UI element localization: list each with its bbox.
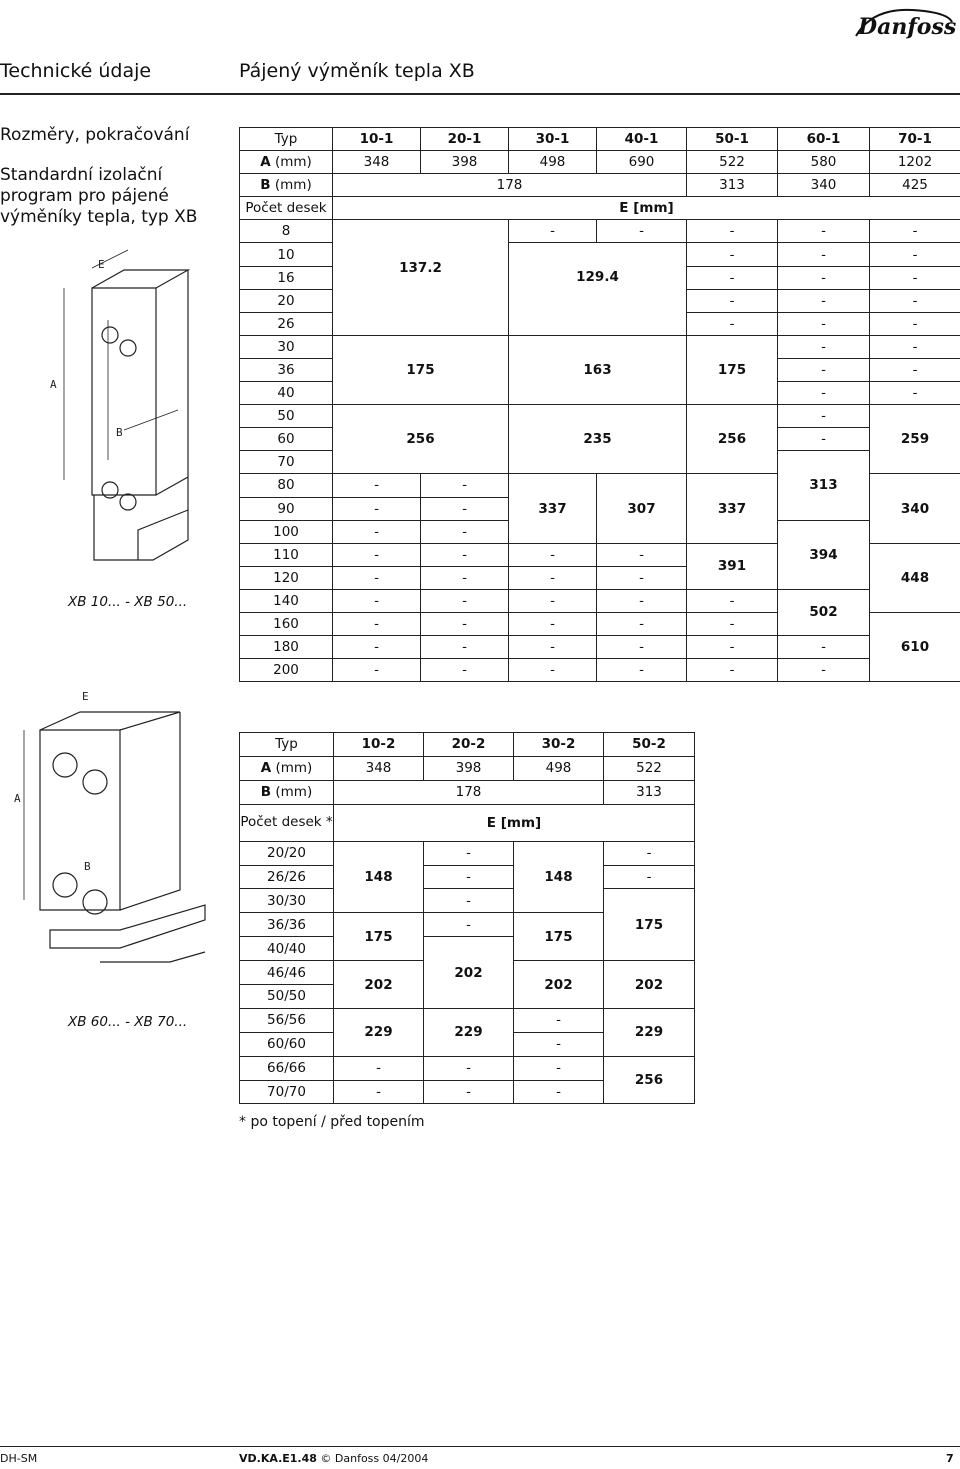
heat-exchanger-drawing-1 xyxy=(28,240,208,585)
e-dash: - xyxy=(687,289,778,312)
e-dash: - xyxy=(687,659,778,682)
e-dash: - xyxy=(778,220,870,243)
plates-label: 8 xyxy=(240,220,333,243)
e-value: 202 xyxy=(334,961,424,1009)
e-value: 313 xyxy=(778,451,870,520)
a-value: 348 xyxy=(333,151,421,174)
e-dash: - xyxy=(334,1056,424,1080)
type-header: 20-2 xyxy=(424,733,514,757)
section-title: Rozměry, pokračování xyxy=(0,125,190,145)
e-dash: - xyxy=(421,497,509,520)
plates-label: 10 xyxy=(240,243,333,266)
e-dash: - xyxy=(509,566,597,589)
e-dash: - xyxy=(597,589,687,612)
a-value: 398 xyxy=(424,756,514,780)
col-header-typ: Typ xyxy=(240,128,333,151)
plates-label: 70 xyxy=(240,451,333,474)
type-header: 30-1 xyxy=(509,128,597,151)
e-dash: - xyxy=(870,335,960,358)
footer-department: DH-SM xyxy=(0,1452,38,1465)
e-dash: - xyxy=(597,636,687,659)
a-value: 522 xyxy=(687,151,778,174)
plates-label: 20/20 xyxy=(240,841,334,865)
e-value: 259 xyxy=(870,405,960,474)
svg-text:E: E xyxy=(82,690,89,703)
e-dash: - xyxy=(514,1032,604,1056)
e-dash: - xyxy=(421,612,509,635)
e-value: 175 xyxy=(604,889,695,961)
e-dash: - xyxy=(778,358,870,381)
e-dash: - xyxy=(333,659,421,682)
b-value: 313 xyxy=(604,780,695,804)
svg-text:B: B xyxy=(116,426,123,439)
e-dash: - xyxy=(597,612,687,635)
type-header: 20-1 xyxy=(421,128,509,151)
e-dash: - xyxy=(604,865,695,889)
e-dash: - xyxy=(870,358,960,381)
type-header: 50-1 xyxy=(687,128,778,151)
row-label-a: A (mm) xyxy=(240,756,334,780)
e-dash: - xyxy=(778,289,870,312)
header-product-title: Pájený výměník tepla XB xyxy=(239,60,475,82)
e-dash: - xyxy=(597,543,687,566)
figure-2-caption: XB 60... - XB 70... xyxy=(68,1014,188,1030)
e-dash: - xyxy=(509,636,597,659)
e-dash: - xyxy=(421,589,509,612)
e-dash: - xyxy=(687,589,778,612)
e-value: 175 xyxy=(334,913,424,961)
e-value: 256 xyxy=(687,405,778,474)
e-dash: - xyxy=(870,220,960,243)
e-value: 202 xyxy=(514,961,604,1009)
e-dash: - xyxy=(333,566,421,589)
e-dash: - xyxy=(333,589,421,612)
a-value: 690 xyxy=(597,151,687,174)
e-dash: - xyxy=(687,220,778,243)
b-value: 340 xyxy=(778,174,870,197)
col-header-typ: Typ xyxy=(240,733,334,757)
page-number: 7 xyxy=(946,1452,954,1465)
plates-label: 110 xyxy=(240,543,333,566)
e-dash: - xyxy=(509,659,597,682)
e-header: E [mm] xyxy=(334,804,695,841)
e-dash: - xyxy=(778,266,870,289)
e-dash: - xyxy=(421,520,509,543)
plates-label: 50 xyxy=(240,405,333,428)
e-dash: - xyxy=(421,474,509,497)
row-label-b: B (mm) xyxy=(240,780,334,804)
e-dash: - xyxy=(509,589,597,612)
header-divider xyxy=(0,93,960,95)
a-value: 498 xyxy=(509,151,597,174)
e-dash: - xyxy=(870,382,960,405)
plates-label: 160 xyxy=(240,612,333,635)
e-value: 307 xyxy=(597,474,687,543)
e-dash: - xyxy=(509,612,597,635)
e-dash: - xyxy=(870,312,960,335)
footer-divider xyxy=(0,1446,960,1447)
e-value: 202 xyxy=(604,961,695,1009)
type-header: 50-2 xyxy=(604,733,695,757)
plates-label: 46/46 xyxy=(240,961,334,985)
heat-exchanger-drawing-2 xyxy=(10,690,225,990)
type-header: 40-1 xyxy=(597,128,687,151)
plates-label: 100 xyxy=(240,520,333,543)
svg-text:B: B xyxy=(84,860,91,873)
a-value: 580 xyxy=(778,151,870,174)
plates-label: 90 xyxy=(240,497,333,520)
plates-label: 120 xyxy=(240,566,333,589)
e-dash: - xyxy=(870,289,960,312)
row-label-b: B (mm) xyxy=(240,174,333,197)
e-dash: - xyxy=(333,612,421,635)
plates-label: 80 xyxy=(240,474,333,497)
e-value: 229 xyxy=(424,1008,514,1056)
e-dash: - xyxy=(597,220,687,243)
e-dash: - xyxy=(778,312,870,335)
a-value: 348 xyxy=(334,756,424,780)
e-dash: - xyxy=(424,841,514,865)
e-dash: - xyxy=(870,266,960,289)
e-value: 337 xyxy=(509,474,597,543)
e-value: 175 xyxy=(514,913,604,961)
plates-label: 180 xyxy=(240,636,333,659)
e-dash: - xyxy=(333,520,421,543)
e-dash: - xyxy=(778,659,870,682)
e-dash: - xyxy=(333,474,421,497)
a-value: 498 xyxy=(514,756,604,780)
type-header: 60-1 xyxy=(778,128,870,151)
e-value: 129.4 xyxy=(509,243,687,335)
e-value: 148 xyxy=(334,841,424,913)
section-subtitle: Standardní izolační program pro pájené výměníky tepla, typ XB xyxy=(0,165,198,227)
e-value: 391 xyxy=(687,543,778,589)
e-dash: - xyxy=(687,266,778,289)
plates-label: 40 xyxy=(240,382,333,405)
e-value: 610 xyxy=(870,612,960,681)
e-dash: - xyxy=(687,312,778,335)
plates-label: 40/40 xyxy=(240,937,334,961)
row-label-pocet: Počet desek * xyxy=(240,804,334,841)
footer-document-code: VD.KA.E1.48 © Danfoss 04/2004 xyxy=(239,1452,429,1465)
e-value: 502 xyxy=(778,589,870,635)
b-value: 313 xyxy=(687,174,778,197)
b-value: 425 xyxy=(870,174,960,197)
plates-label: 26 xyxy=(240,312,333,335)
e-value: 448 xyxy=(870,543,960,612)
figure-1-caption: XB 10... - XB 50... xyxy=(68,594,188,610)
plates-label: 26/26 xyxy=(240,865,334,889)
e-dash: - xyxy=(687,636,778,659)
e-dash: - xyxy=(509,220,597,243)
plates-label: 16 xyxy=(240,266,333,289)
e-dash: - xyxy=(687,243,778,266)
plates-label: 56/56 xyxy=(240,1008,334,1032)
e-value: 256 xyxy=(333,405,509,474)
type-header: 10-2 xyxy=(334,733,424,757)
row-label-a: A (mm) xyxy=(240,151,333,174)
type-header: 30-2 xyxy=(514,733,604,757)
danfoss-logo xyxy=(852,6,956,40)
e-dash: - xyxy=(778,382,870,405)
plates-label: 66/66 xyxy=(240,1056,334,1080)
e-value: 148 xyxy=(514,841,604,913)
e-value: 394 xyxy=(778,520,870,589)
e-dash: - xyxy=(333,543,421,566)
e-dash: - xyxy=(514,1008,604,1032)
e-dash: - xyxy=(778,335,870,358)
e-value: 337 xyxy=(687,474,778,543)
e-dash: - xyxy=(424,913,514,937)
a-value: 398 xyxy=(421,151,509,174)
e-value: 175 xyxy=(333,335,509,404)
b-value: 178 xyxy=(333,174,687,197)
e-value: 202 xyxy=(424,937,514,1009)
e-value: 229 xyxy=(334,1008,424,1056)
e-dash: - xyxy=(778,243,870,266)
e-value: 163 xyxy=(509,335,687,404)
e-dash: - xyxy=(421,636,509,659)
e-dash: - xyxy=(424,889,514,913)
e-value: 175 xyxy=(687,335,778,404)
e-value: 340 xyxy=(870,474,960,543)
dimensions-table-2 xyxy=(239,732,695,1104)
e-dash: - xyxy=(778,405,870,428)
a-value: 1202 xyxy=(870,151,960,174)
e-dash: - xyxy=(334,1080,424,1104)
e-value: 229 xyxy=(604,1008,695,1056)
e-dash: - xyxy=(421,566,509,589)
e-header: E [mm] xyxy=(333,197,960,220)
e-dash: - xyxy=(604,841,695,865)
e-dash: - xyxy=(597,566,687,589)
e-dash: - xyxy=(333,636,421,659)
a-value: 522 xyxy=(604,756,695,780)
svg-text:E: E xyxy=(98,258,105,271)
e-dash: - xyxy=(514,1056,604,1080)
e-dash: - xyxy=(778,636,870,659)
type-header: 70-1 xyxy=(870,128,960,151)
plates-label: 36/36 xyxy=(240,913,334,937)
e-dash: - xyxy=(509,543,597,566)
plates-label: 200 xyxy=(240,659,333,682)
dimensions-table-1 xyxy=(239,127,960,682)
header-section-label: Technické údaje xyxy=(0,60,152,82)
plates-label: 36 xyxy=(240,358,333,381)
plates-label: 50/50 xyxy=(240,985,334,1009)
e-dash: - xyxy=(424,865,514,889)
e-dash: - xyxy=(514,1080,604,1104)
plates-label: 30 xyxy=(240,335,333,358)
row-label-pocet: Počet desek xyxy=(240,197,333,220)
e-value: 137.2 xyxy=(333,220,509,335)
plates-label: 60 xyxy=(240,428,333,451)
e-dash: - xyxy=(421,543,509,566)
svg-text:A: A xyxy=(14,792,21,805)
e-value: 235 xyxy=(509,405,687,474)
type-header: 10-1 xyxy=(333,128,421,151)
e-value: 256 xyxy=(604,1056,695,1104)
e-dash: - xyxy=(424,1080,514,1104)
footnote: * po topení / před topením xyxy=(239,1114,425,1130)
e-dash: - xyxy=(424,1056,514,1080)
svg-text:A: A xyxy=(50,378,57,391)
plates-label: 70/70 xyxy=(240,1080,334,1104)
e-dash: - xyxy=(778,428,870,451)
e-dash: - xyxy=(421,659,509,682)
plates-label: 60/60 xyxy=(240,1032,334,1056)
b-value: 178 xyxy=(334,780,604,804)
e-dash: - xyxy=(870,243,960,266)
plates-label: 20 xyxy=(240,289,333,312)
e-dash: - xyxy=(333,497,421,520)
svg-text:Danfoss: Danfoss xyxy=(858,14,956,40)
plates-label: 140 xyxy=(240,589,333,612)
plates-label: 30/30 xyxy=(240,889,334,913)
e-dash: - xyxy=(687,612,778,635)
e-dash: - xyxy=(597,659,687,682)
